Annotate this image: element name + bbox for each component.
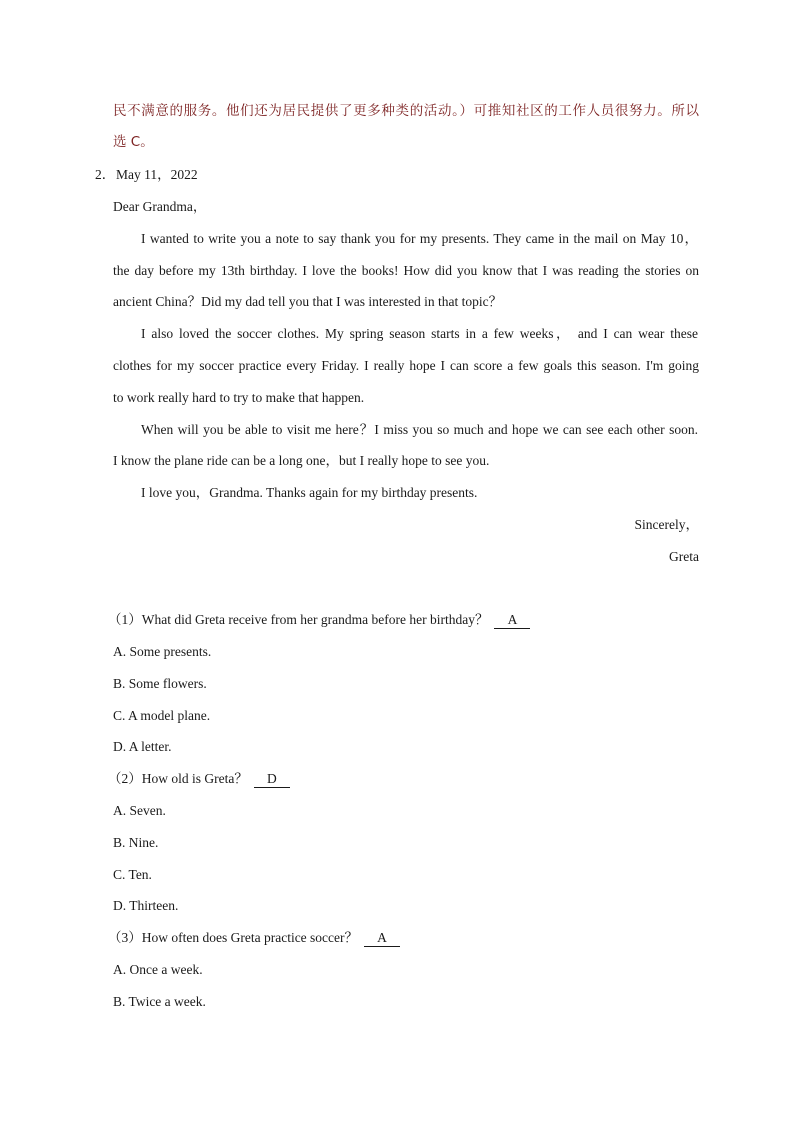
- paragraph-1-line-1: I wanted to write you a note to say thank you for my presents. They came in the mail on May 10，: [141, 231, 698, 246]
- question-1-option-b: B. Some flowers.: [113, 676, 207, 691]
- question-3-option-a: A. Once a week.: [113, 962, 203, 977]
- question-2-option-c: C. Ten.: [113, 867, 152, 882]
- question-3-option-b: B. Twice a week.: [113, 994, 206, 1009]
- question-2-option-b: B. Nine.: [113, 835, 159, 850]
- question-1-option-a: A. Some presents.: [113, 644, 212, 659]
- explanation-line-1: 民不满意的服务。他们还为居民提供了更多种类的活动。）可推知社区的工作人员很努力。所以: [113, 103, 699, 119]
- question-2-answer: D: [254, 771, 290, 788]
- letter-salutation: Dear Grandma，: [113, 199, 207, 214]
- question-3-prompt: [108, 929, 400, 947]
- paragraph-1-line-2: the day before my 13th birthday. I love the books! How did you know that I was reading the stories on: [113, 263, 699, 278]
- question-2-text: （2）How old is Greta？: [108, 771, 248, 786]
- paragraph-2-line-2: clothes for my soccer practice every Friday. I really hope I can score a few goals this season. I'm going: [113, 358, 699, 373]
- passage-number: 2．: [95, 167, 116, 182]
- question-1-prompt: [108, 611, 530, 629]
- question-3-text: （3）How often does Greta practice soccer？: [108, 930, 359, 945]
- letter-date: May 11，2022: [116, 167, 198, 182]
- question-1-option-d: D. A letter.: [113, 739, 172, 754]
- letter-closing: Sincerely，: [634, 517, 699, 532]
- explanation-line-2: 选 C。: [113, 134, 154, 150]
- paragraph-3-line-1: When will you be able to visit me here？I miss you so much and hope we can see each other soon.: [141, 422, 698, 437]
- question-2-prompt: [108, 770, 290, 788]
- question-1-answer: A: [494, 612, 530, 629]
- paragraph-4-line-1: I love you，Grandma. Thanks again for my birthday presents.: [141, 485, 478, 500]
- question-2-option-d: D. Thirteen.: [113, 898, 179, 913]
- question-2-option-a: A. Seven.: [113, 803, 166, 818]
- question-1-text: （1）What did Greta receive from her grandma before her birthday？: [108, 612, 489, 627]
- paragraph-1-line-3: ancient China？Did my dad tell you that I was interested in that topic？: [113, 294, 503, 309]
- letter-signature: Greta: [669, 549, 699, 564]
- paragraph-3-line-2: I know the plane ride can be a long one，but I really hope to see you.: [113, 453, 490, 468]
- question-3-answer: A: [364, 930, 400, 947]
- paragraph-2-line-3: to work really hard to try to make that happen.: [113, 390, 365, 405]
- paragraph-2-line-1: I also loved the soccer clothes. My spring season starts in a few weeks， and I can wear these: [141, 326, 698, 341]
- question-1-option-c: C. A model plane.: [113, 708, 211, 723]
